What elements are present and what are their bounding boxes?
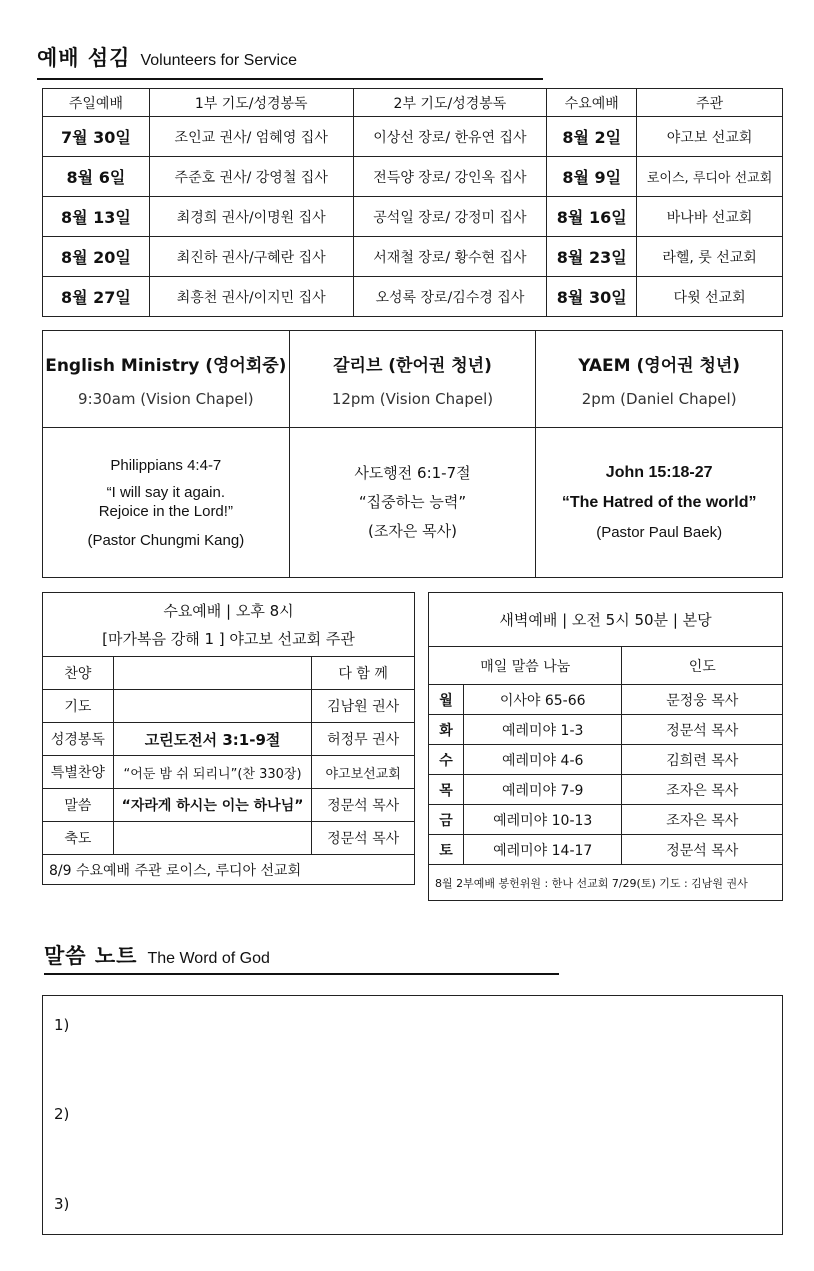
col-header-leader: 인도: [622, 647, 783, 685]
dawn-service-table: [428, 592, 783, 901]
notes-box[interactable]: [42, 995, 783, 1235]
order-person: 다 함 께: [312, 657, 415, 690]
day-label: 토: [429, 835, 464, 865]
sunday-date: 7월 30일: [43, 117, 150, 157]
order-item: 찬양: [43, 657, 114, 690]
day-label: 월: [429, 685, 464, 715]
sermon-title-line: Rejoice in the Lord!”: [98, 502, 233, 520]
daily-reading: 예레미야 1-3: [463, 715, 622, 745]
first-service-volunteers: 최경희 권사/이명원 집사: [149, 197, 353, 237]
host-group: 로이스, 루디아 선교회: [637, 157, 783, 197]
leader: 문정웅 목사: [622, 685, 783, 715]
dawn-header-row: [429, 593, 783, 647]
ministry-time: 9:30am (Vision Chapel): [78, 389, 254, 408]
sermon-title: “집중하는 능력”: [358, 493, 467, 511]
sermon-yaem-cell: [536, 428, 783, 578]
order-item: 특별찬양: [43, 756, 114, 789]
order-item: 성경봉독: [43, 723, 114, 756]
sermon-title-line: “I will say it again.: [106, 483, 226, 501]
leader: 정문석 목사: [622, 835, 783, 865]
note-item: 2): [54, 1105, 70, 1123]
dawn-header: 새벽예배 | 오전 5시 50분 | 본당: [429, 593, 783, 647]
leader: 조자은 목사: [622, 805, 783, 835]
order-item: 기도: [43, 690, 114, 723]
leader: 김희련 목사: [622, 745, 783, 775]
sermon-scripture: John 15:18-27: [605, 463, 713, 481]
daily-reading: 예레미야 10-13: [463, 805, 622, 835]
sermon-pastor: (Pastor Chungmi Kang): [87, 531, 245, 549]
daily-reading: 예레미야 4-6: [463, 745, 622, 775]
table-row: [43, 277, 783, 317]
second-service-volunteers: 전득양 장로/ 강인옥 집사: [353, 157, 547, 197]
day-label: 수: [429, 745, 464, 775]
order-content: 고린도전서 3:1-9절: [113, 723, 311, 756]
note-item: 3): [54, 1195, 70, 1213]
table-row: [43, 789, 415, 822]
table-row: [43, 723, 415, 756]
sunday-date: 8월 13일: [43, 197, 150, 237]
col-header: 주일예배: [43, 89, 150, 117]
table-row: [43, 657, 415, 690]
ministry-name: 갈리브 (한어권 청년): [333, 355, 492, 376]
order-person: 김남원 권사: [312, 690, 415, 723]
leader: 정문석 목사: [622, 715, 783, 745]
ministries-table: [42, 330, 783, 578]
table-row: [43, 690, 415, 723]
table-row: [429, 775, 783, 805]
table-row: [43, 197, 783, 237]
host-group: 라헬, 룻 선교회: [637, 237, 783, 277]
order-item: 말씀: [43, 789, 114, 822]
order-person: 허정무 권사: [312, 723, 415, 756]
table-row: [429, 715, 783, 745]
wednesday-header: [43, 593, 415, 657]
order-content: “자라게 하시는 이는 하나님”: [113, 789, 311, 822]
table-row: [43, 822, 415, 855]
col-header: 2부 기도/성경봉독: [353, 89, 547, 117]
notes-heading: [44, 940, 559, 975]
ministry-time: 2pm (Daniel Chapel): [581, 389, 737, 408]
sermon-galeeb-cell: [289, 428, 536, 578]
notes-title-en: The Word of God: [147, 950, 270, 967]
table-row: [429, 745, 783, 775]
second-service-volunteers: 서재철 장로/ 황수현 집사: [353, 237, 547, 277]
sermon-scripture: Philippians 4:4-7: [110, 456, 222, 474]
sermon-english-cell: [43, 428, 290, 578]
wednesday-date: 8월 2일: [547, 117, 637, 157]
dawn-footer: 8월 2부예배 봉헌위원 : 한나 선교회 7/29(토) 기도 : 김남원 권사: [429, 865, 783, 901]
volunteers-table: [42, 88, 783, 317]
daily-reading: 예레미야 7-9: [463, 775, 622, 805]
ministries-sermon-row: [43, 428, 783, 578]
sunday-date: 8월 27일: [43, 277, 150, 317]
col-header: 주관: [637, 89, 783, 117]
ministry-name: YAEM (영어권 청년): [578, 355, 741, 376]
table-header-row: [43, 89, 783, 117]
volunteers-title-kr: 예배 섬김: [37, 46, 131, 70]
table-row: [429, 835, 783, 865]
table-row: [429, 805, 783, 835]
dawn-footer-row: [429, 865, 783, 901]
col-header: 수요예배: [547, 89, 637, 117]
ministry-time: 12pm (Vision Chapel): [331, 389, 494, 408]
host-group: 바나바 선교회: [637, 197, 783, 237]
host-group: 야고보 선교회: [637, 117, 783, 157]
volunteers-title-en: Volunteers for Service: [140, 52, 297, 69]
wednesday-header-line2: [마가복음 강해 1 ] 야고보 선교회 주관: [102, 629, 355, 648]
wednesday-header-line1: 수요예배 | 오후 8시: [163, 601, 294, 620]
day-label: 목: [429, 775, 464, 805]
table-row: [43, 756, 415, 789]
table-row: [43, 237, 783, 277]
dawn-subheader-row: [429, 647, 783, 685]
second-service-volunteers: 이상선 장로/ 한유연 집사: [353, 117, 547, 157]
second-service-volunteers: 공석일 장로/ 강정미 집사: [353, 197, 547, 237]
first-service-volunteers: 최진하 권사/구혜란 집사: [149, 237, 353, 277]
wednesday-service-table: [42, 592, 415, 885]
order-content: [113, 822, 311, 855]
table-row: [43, 117, 783, 157]
notes-title-kr: 말씀 노트: [44, 944, 138, 968]
wednesday-date: 8월 16일: [547, 197, 637, 237]
day-label: 금: [429, 805, 464, 835]
col-header: 1부 기도/성경봉독: [149, 89, 353, 117]
wednesday-footer-row: [43, 855, 415, 885]
sermon-pastor: (Pastor Paul Baek): [596, 523, 723, 541]
ministry-yaem-cell: [536, 331, 783, 428]
order-person: 정문석 목사: [312, 789, 415, 822]
order-content: [113, 690, 311, 723]
sunday-date: 8월 20일: [43, 237, 150, 277]
first-service-volunteers: 조인교 권사/ 엄혜영 집사: [149, 117, 353, 157]
ministry-galeeb-cell: [289, 331, 536, 428]
order-person: 야고보선교회: [312, 756, 415, 789]
order-item: 축도: [43, 822, 114, 855]
daily-reading: 예레미야 14-17: [463, 835, 622, 865]
table-row: [43, 157, 783, 197]
sermon-title: “The Hatred of the world”: [561, 493, 757, 511]
daily-reading: 이사야 65-66: [463, 685, 622, 715]
host-group: 다윗 선교회: [637, 277, 783, 317]
order-content: [113, 657, 311, 690]
wednesday-date: 8월 30일: [547, 277, 637, 317]
sermon-pastor: (조자은 목사): [368, 522, 457, 540]
table-row: [429, 685, 783, 715]
leader: 조자은 목사: [622, 775, 783, 805]
first-service-volunteers: 최흥천 권사/이지민 집사: [149, 277, 353, 317]
second-service-volunteers: 오성록 장로/김수경 집사: [353, 277, 547, 317]
first-service-volunteers: 주준호 권사/ 강영철 집사: [149, 157, 353, 197]
sunday-date: 8월 6일: [43, 157, 150, 197]
order-content: “어둔 밤 쉬 되리니”(찬 330장): [113, 756, 311, 789]
note-item: 1): [54, 1016, 70, 1034]
ministry-name: English Ministry (영어회중): [45, 355, 287, 376]
day-label: 화: [429, 715, 464, 745]
ministries-info-row: [43, 331, 783, 428]
wednesday-header-row: [43, 593, 415, 657]
col-header-reading: 매일 말씀 나눔: [429, 647, 622, 685]
order-person: 정문석 목사: [312, 822, 415, 855]
wednesday-date: 8월 9일: [547, 157, 637, 197]
sermon-scripture: 사도행전 6:1-7절: [354, 464, 471, 482]
wednesday-date: 8월 23일: [547, 237, 637, 277]
volunteers-heading: [37, 42, 543, 80]
wednesday-footer: 8/9 수요예배 주관 로이스, 루디아 선교회: [43, 855, 415, 885]
ministry-english-cell: [43, 331, 290, 428]
